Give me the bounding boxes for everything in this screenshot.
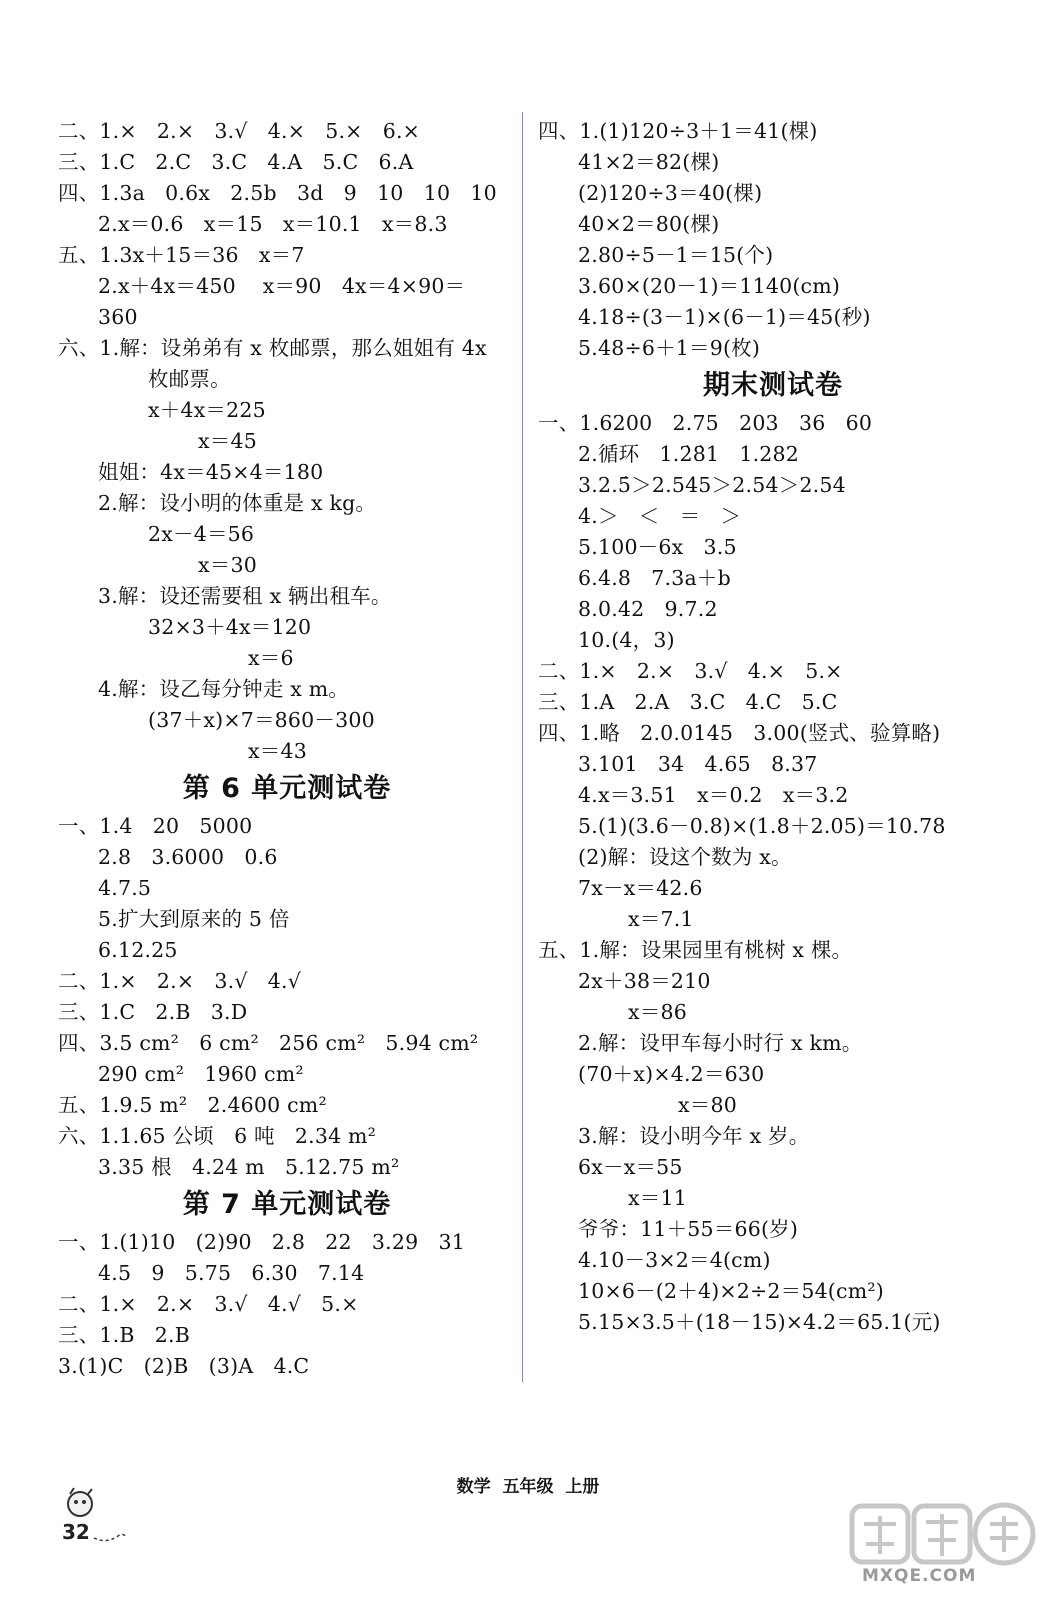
answer-line: 7x－x＝42.6	[578, 876, 703, 900]
answer-line: 2.循环 1.2̇8̇1 1.282	[578, 442, 800, 466]
watermark-site-text: MXQE.COM	[862, 1566, 977, 1586]
answer-line: 3.60×(20－1)＝1140(cm)	[578, 274, 841, 298]
answer-line: 40×2＝80(棵)	[578, 212, 720, 236]
answer-line: 6.12.25	[98, 938, 178, 962]
column-divider	[522, 112, 523, 1382]
answer-line: (2)解：设这个数为 x。	[578, 845, 792, 869]
page-footer	[0, 1472, 1056, 1497]
answer-line: 2.解：设小明的体重是 x kg。	[98, 491, 377, 515]
answer-line: 2.解：设甲车每小时行 x km。	[578, 1031, 863, 1055]
footer-grade: 五年级	[502, 1477, 554, 1497]
answer-line: 一、1.4 20 5000	[58, 814, 253, 838]
answer-line: 10×6－(2＋4)×2÷2＝54(cm²)	[578, 1279, 884, 1303]
answer-line: 二、1.× 2.× 3.√ 4.× 5.× 6.×	[58, 119, 421, 143]
answer-line: 二、1.× 2.× 3.√ 4.√ 5.×	[58, 1292, 359, 1316]
answer-line: 六、1.1.65 公顷 6 吨 2.34 m²	[58, 1124, 377, 1148]
answer-line: 三、1.C 2.C 3.C 4.A 5.C 6.A	[58, 150, 414, 174]
answer-line: 3.解：设还需要租 x 辆出租车。	[98, 584, 392, 608]
answer-line: 5.15×3.5＋(18－15)×4.2＝65.1(元)	[578, 1310, 941, 1334]
answer-line: 5.扩大到原来的 5 倍	[98, 907, 290, 931]
answer-line: 三、1.B 2.B	[58, 1323, 190, 1347]
answer-line: 一、1.(1)10 (2)90 2.8 22 3.29 31	[58, 1230, 465, 1254]
page-number: 32	[62, 1520, 90, 1544]
answer-line: 4.x＝3.51 x＝0.2 x＝3.2	[578, 783, 849, 807]
answer-line: 2x－4＝56	[148, 522, 255, 546]
answer-line: 四、1.(1)120÷3＋1＝41(棵)	[538, 119, 818, 143]
answer-line: x＝45	[198, 429, 257, 453]
answer-line: x＝30	[198, 553, 257, 577]
answer-line: 2.8 3.6000 0.6	[98, 845, 278, 869]
answer-line: 3.2.5̇＞2.545＞2.54̇＞2.54	[578, 473, 846, 497]
answer-line: 姐姐：4x＝45×4＝180	[98, 460, 324, 484]
answer-line: 四、3.5 cm² 6 cm² 256 cm² 5.94 cm²	[58, 1031, 479, 1055]
answer-line: x＝6	[248, 646, 294, 670]
section-heading: 期末测试卷	[703, 370, 843, 401]
answer-line: 4.＞ ＜ ＝ ＞	[578, 504, 742, 528]
answer-line: 4.解：设乙每分钟走 x m。	[98, 677, 350, 701]
answer-line: (2)120÷3＝40(棵)	[578, 181, 763, 205]
answer-line: 五、1.3x＋15＝36 x＝7	[58, 243, 305, 267]
answer-line: x＝7.1	[628, 907, 694, 931]
answer-line: 2.x＝0.6 x＝15 x＝10.1 x＝8.3	[98, 212, 448, 236]
section-heading: 第 7 单元测试卷	[182, 1189, 392, 1220]
answer-line: 3.35 根 4.24 m 5.12.75 m²	[98, 1155, 400, 1179]
answer-line: 3.101 34 4.65 8.37	[578, 752, 818, 776]
answer-line: x＋4x＝225	[148, 398, 266, 422]
answer-line: 枚邮票。	[148, 367, 231, 391]
answer-line: 二、1.× 2.× 3.√ 4.√	[58, 969, 301, 993]
answer-line: 5.48÷6＋1＝9(枚)	[578, 336, 761, 360]
answer-line: 8.0.42 9.7.2	[578, 597, 718, 621]
answer-line: 5.(1)(3.6－0.8)×(1.8＋2.05)＝10.78	[578, 814, 946, 838]
answer-line: 4.18÷(3－1)×(6－1)＝45(秒)	[578, 305, 871, 329]
answer-line: 41×2＝82(棵)	[578, 150, 720, 174]
answer-line: 290 cm² 1960 cm²	[98, 1062, 304, 1086]
answer-line: 四、1.略 2.0.0145 3.00(竖式、验算略)	[538, 721, 941, 745]
answer-line: 6x－x＝55	[578, 1155, 683, 1179]
answer-line: 五、1.9.5 m² 2.4600 cm²	[58, 1093, 327, 1117]
answer-line: 3.(1)C (2)B (3)A 4.C	[58, 1354, 310, 1378]
answer-line: 爷爷：11＋55＝66(岁)	[578, 1217, 799, 1241]
answer-line: 五、1.解：设果园里有桃树 x 棵。	[538, 938, 853, 962]
answer-line: 4.10－3×2＝4(cm)	[578, 1248, 771, 1272]
left-column	[58, 116, 516, 1382]
answer-line: 10.(4，3)	[578, 628, 675, 652]
answer-line: x＝11	[628, 1186, 687, 1210]
answer-line: 4.5 9 5.75 6.30 7.14	[98, 1261, 365, 1285]
answer-line: (70＋x)×4.2＝630	[578, 1062, 765, 1086]
footer-subject: 数学	[456, 1477, 491, 1497]
right-column	[538, 116, 1008, 1338]
answer-line: x＝86	[628, 1000, 687, 1024]
answer-line: x＝43	[248, 739, 307, 763]
answer-line: 4.7.5	[98, 876, 152, 900]
section-heading: 第 6 单元测试卷	[182, 773, 392, 804]
answer-line: 3.解：设小明今年 x 岁。	[578, 1124, 810, 1148]
answer-line: 2x＋38＝210	[578, 969, 711, 993]
answer-line: 三、1.C 2.B 3.D	[58, 1000, 248, 1024]
answer-line: 32×3＋4x＝120	[148, 615, 312, 639]
answer-line: (37＋x)×7＝860－300	[148, 708, 375, 732]
answer-line: 5.100－6x 3.5	[578, 535, 737, 559]
answer-line: x＝80	[678, 1093, 737, 1117]
answer-line: 六、1.解：设弟弟有 x 枚邮票，那么姐姐有 4x	[58, 336, 487, 360]
answer-line: 二、1.× 2.× 3.√ 4.× 5.×	[538, 659, 843, 683]
answer-line: 四、1.3a 0.6x 2.5b 3d 9 10 10 10	[58, 181, 497, 205]
answer-line: 一、1.6200 2.75 203 36 60	[538, 411, 873, 435]
footer-volume: 上册	[565, 1477, 600, 1497]
answer-line: 2.80÷5－1＝15(个)	[578, 243, 774, 267]
answer-line: 三、1.A 2.A 3.C 4.C 5.C	[538, 690, 838, 714]
answer-line: 6.4.8 7.3a＋b	[578, 566, 731, 590]
answer-line: 360	[98, 305, 138, 329]
answer-line: 2.x＋4x＝450 x＝90 4x＝4×90＝	[98, 274, 466, 298]
